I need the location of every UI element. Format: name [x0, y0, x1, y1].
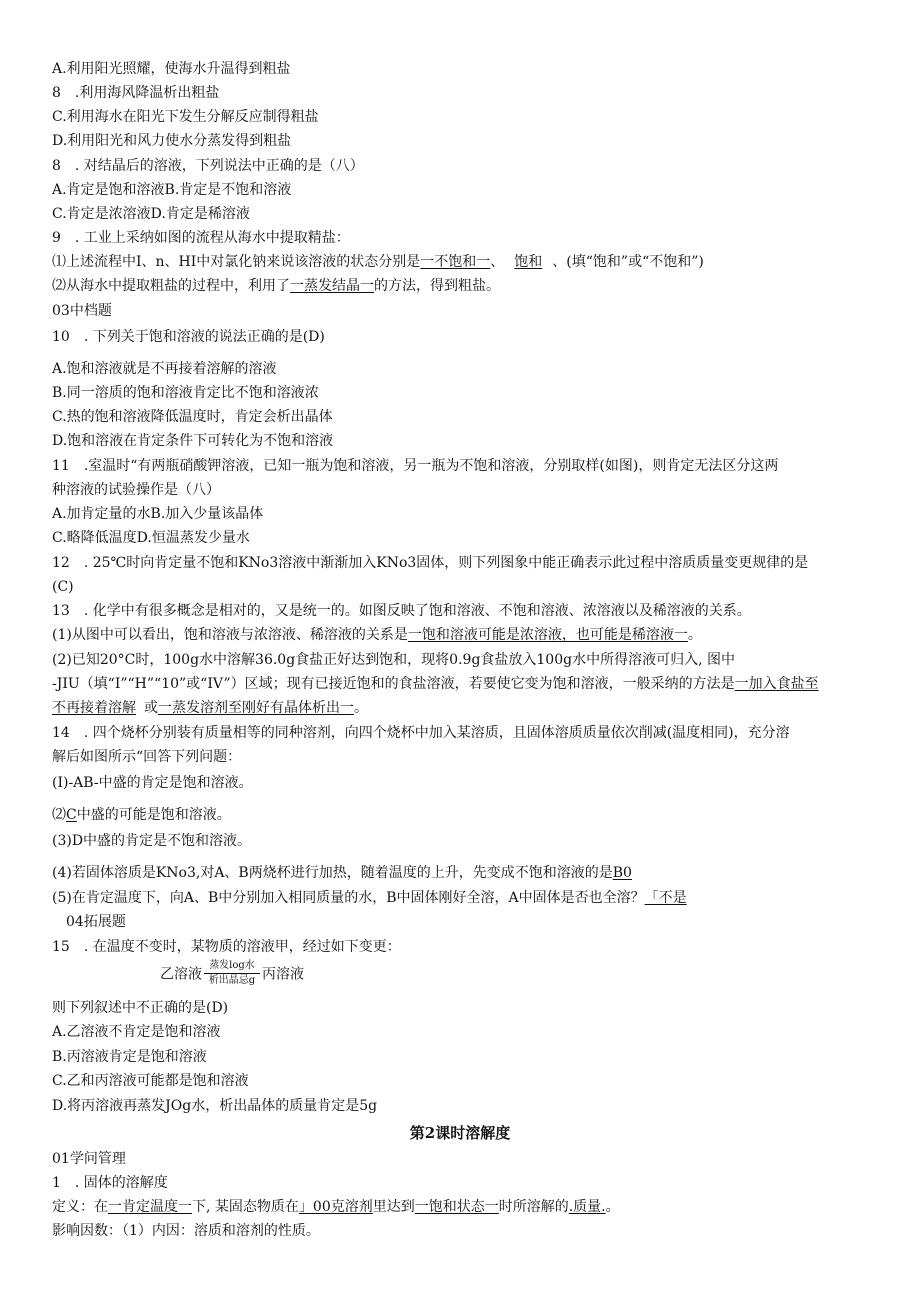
q13-part-2-cont2 [52, 699, 880, 717]
q8-options-cd: C.肯定是浓溶液D.肯定是稀溶液 [52, 206, 250, 222]
q9-2-answer: 一蒸发结晶一 [290, 278, 374, 294]
question-14-cont: 解后如图所示“回答下列问题： [52, 749, 242, 765]
q14-4-text: (4)若固体溶质是KNo3,对A、B两烧杯进行加热，随着温度的上升，先变成不饱和溶液的是 [52, 865, 613, 881]
section-heading-04: 04拓展题 [66, 914, 126, 930]
option-a-line: A.利用阳光照耀，使海水升温得到粗盐 [52, 61, 291, 77]
q15-option-d: D.将丙溶液再蒸发JOg水，析出晶体的质量肯定是5g [52, 1098, 378, 1114]
def-blank-4: .质量. [568, 1199, 606, 1215]
q13-2-text: -JIU（填“I”“H”“10”或“IV”）区域；现有已接近饱和的食盐溶液，若要使它变为饱和溶液，一般采纳的方法是 [52, 676, 735, 692]
q13-2-answer-a-end: 不再接着溶解 [52, 700, 136, 716]
question-11: 11 .室温时“有两瓶硝酸钾溶液，已知一瓶为饱和溶液，另一瓶为不饱和溶液，分别取样(如图)，则肯定无法区分这两 [52, 458, 779, 474]
reaction-left: 乙溶液 [160, 966, 202, 983]
def-text-3: 里达到 [372, 1199, 415, 1215]
q11-options-ab: A.加肯定量的水B.加入少量该晶体 [52, 506, 264, 522]
q9-part-2 [52, 277, 880, 295]
q13-2-answer-b: 一蒸发溶剂至刚好有晶体析出一 [158, 700, 354, 716]
arrow-top-label: 蒸发log水 [209, 960, 255, 971]
q15-option-a: A.乙溶液不肯定是饱和溶液 [52, 1024, 221, 1040]
q13-2-or: 或 [144, 700, 158, 716]
def-blank-3: 一饱和状态一 [414, 1199, 499, 1215]
option-d-line: D.利用阳光和风力使水分蒸发得到粗盐 [52, 133, 292, 149]
q14-part-5 [52, 889, 880, 907]
q14-part-2 [52, 806, 880, 824]
question-14: 14 . 四个烧杯分别装有质量相等的同种溶剂，向四个烧杯中加入某溶质，且固体溶质质量依次削减(温度相同)，充分溶 [52, 725, 790, 741]
question-8: 8 . 对结晶后的溶液，下列说法中正确的是（八） [52, 158, 364, 174]
definition-line [52, 1198, 880, 1216]
item-1-heading: 1 . 固体的溶解度 [52, 1175, 168, 1191]
question-10: 10 . 下列关于饱和溶液的说法正确的是(D) [52, 329, 325, 345]
q15-option-c: C.乙和丙溶液可能都是饱和溶液 [52, 1073, 249, 1089]
def-blank-2: 」00克溶剂 [298, 1199, 373, 1215]
q12-answer: (C) [52, 579, 74, 595]
q9-1-answer-a: 一不饱和一 [420, 254, 491, 270]
q13-part-2-cont [52, 675, 880, 693]
q10-option-a: A.饱和溶液就是不再接着溶解的溶液 [52, 361, 277, 377]
q13-1-answer: 一饱和溶液可能是浓溶液，也可能是稀溶液一 [407, 627, 688, 643]
option-b-line: 8 .利用海风降温析出粗盐 [52, 85, 220, 101]
question-13: 13 . 化学中有很多概念是相对的，又是统一的。如图反映了饱和溶液、不饱和溶液、浓溶液以及稀溶液的关系。 [52, 603, 751, 619]
q10-option-d: D.饱和溶液在肯定条件下可转化为不饱和溶液 [52, 433, 334, 449]
q10-option-b: B.同一溶质的饱和溶液肯定比不饱和溶液浓 [52, 385, 319, 401]
q15-option-b: B.丙溶液肯定是饱和溶液 [52, 1049, 207, 1065]
reaction-right: 丙溶液 [262, 966, 304, 983]
q15-prompt: 则下列叙述中不正确的是(D) [52, 1000, 229, 1016]
q14-5-text: (5)在肯定温度下，向A、B中分别加入相同质量的水，B中固体刚好全溶，A中固体是否也全溶？ [52, 890, 645, 906]
q14-5-answer: 「不是 [644, 890, 687, 906]
q13-part-2: (2)已知20°C时，100g水中溶解36.0g食盐正好达到饱和，现将0.9g食盐放入100g水中所得溶液可归入, 图中 [52, 652, 735, 668]
option-c-line: C.利用海水在阳光下发生分解反应制得粗盐 [52, 109, 319, 125]
q14-2-text: 中盛的可能是饱和溶液。 [76, 807, 231, 823]
q13-1-tail: 。 [687, 627, 702, 643]
q9-1-answer-b: 饱和 [514, 254, 543, 270]
factors-line: 影响因数：（1）内因：溶质和溶剂的性质。 [52, 1223, 320, 1239]
def-text-1: 定义：在 [52, 1199, 108, 1215]
q14-4-answer: B0 [612, 865, 632, 881]
arrow-line [204, 973, 260, 974]
q13-2-answer-a: 一加入食盐至 [734, 676, 819, 692]
q9-2-tail: 的方法，得到粗盐。 [374, 278, 500, 294]
question-11-cont: 种溶液的试验操作是（八） [52, 482, 220, 498]
reaction-arrow [204, 960, 260, 987]
question-9: 9 . 工业上采纳如图的流程从海水中提取精盐： [52, 230, 350, 246]
def-text-4: 时所溶解的 [498, 1199, 569, 1215]
lesson-title: 第2课时溶解度 [409, 1124, 511, 1142]
arrow-bottom-label: 析出晶忌g [208, 975, 256, 986]
q14-part-1: (I)-AB-中盛的肯定是饱和溶液。 [52, 775, 253, 791]
def-blank-1: 一肯定温度一 [108, 1199, 192, 1215]
q13-1-text: (1)从图中可以看出，饱和溶液与浓溶液、稀溶液的关系是 [52, 627, 408, 643]
q13-2-tail: 。 [354, 700, 368, 716]
q9-2-text: ⑵从海水中提取粗盐的过程中，利用了 [52, 278, 290, 294]
question-12: 12 . 25℃时向肯定量不饱和KNo3溶液中渐渐加入KNo3固体，则下列图象中能正确表示此过程中溶质质量变更规律的是 [52, 555, 809, 571]
q13-part-1 [52, 626, 880, 644]
q11-options-cd: C.略降低温度D.恒温蒸发少量水 [52, 530, 250, 546]
q14-part-3: (3)D中盛的肯定是不饱和溶液。 [52, 833, 252, 849]
q8-options-ab: A.肯定是饱和溶液B.肯定是不饱和溶液 [52, 182, 292, 198]
section-heading-03: 03中档题 [52, 303, 112, 319]
q9-1-sep: 、 [490, 254, 505, 270]
q10-option-c: C.热的饱和溶液降低温度时，肯定会析出晶体 [52, 409, 333, 425]
q9-1-text: ⑴上述流程中I、n、HI中对氯化钠来说该溶液的状态分别是 [52, 254, 421, 270]
q14-part-4 [52, 864, 880, 882]
q9-part-1 [52, 253, 880, 271]
q9-1-hint: 、(填“饱和”或“不饱和”) [552, 254, 704, 270]
def-text-5: 。 [605, 1199, 620, 1215]
question-15: 15 . 在温度不变时，某物质的溶液甲，经过如下变更： [52, 939, 401, 955]
def-text-2: 下, 某固态物质在 [192, 1199, 299, 1215]
section-heading-01: 01学问管理 [52, 1151, 126, 1167]
q14-2-num: ⑵ [52, 807, 66, 823]
q14-2-answer: C [66, 807, 77, 823]
reaction-scheme [160, 960, 304, 987]
